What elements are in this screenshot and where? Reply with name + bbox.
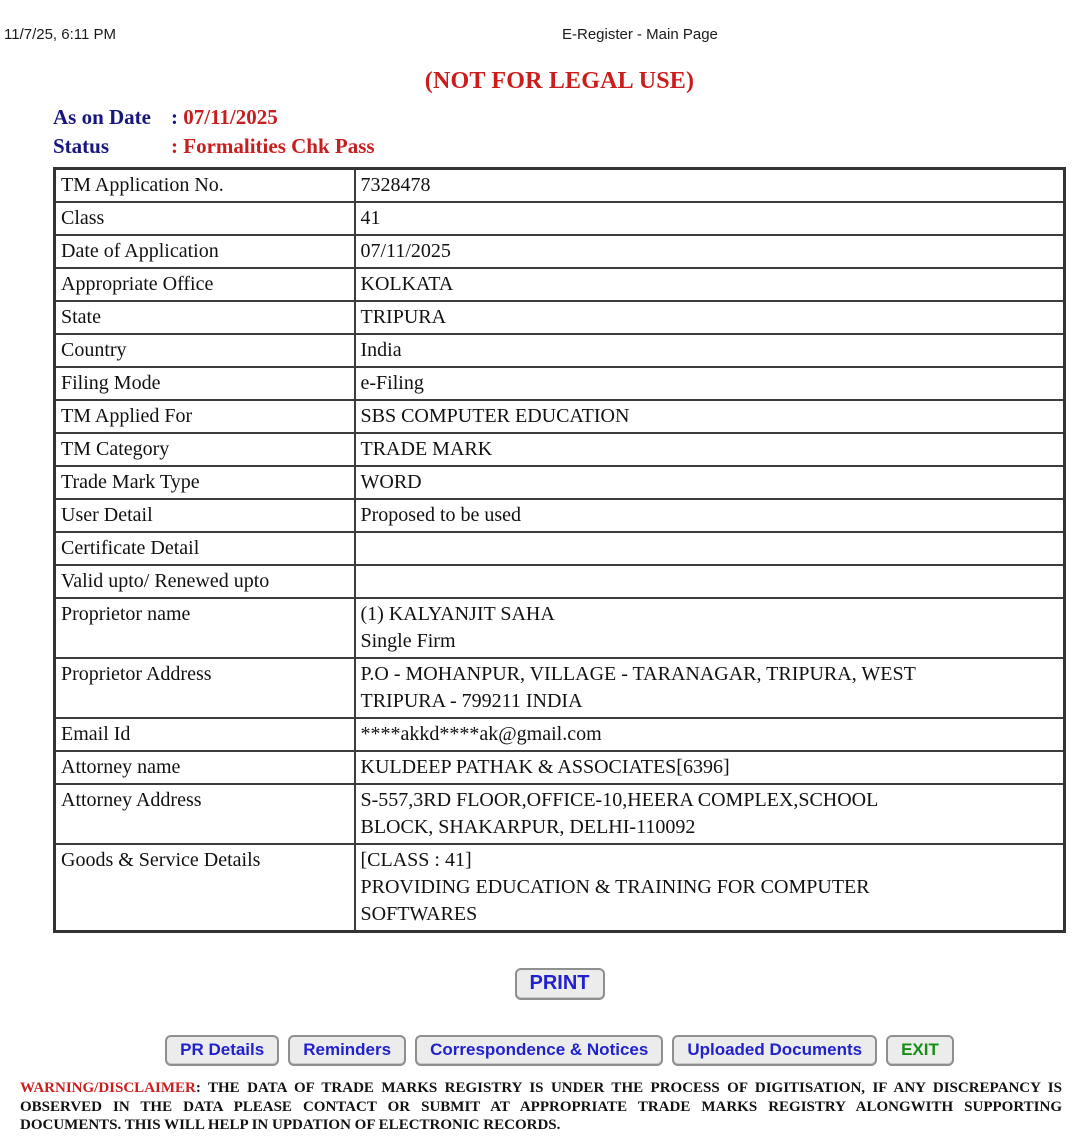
row-label: Trade Mark Type [55,466,355,499]
table-row [55,268,1065,301]
value-line: PROVIDING EDUCATION & TRAINING FOR COMPUTER [360,876,870,898]
meta-label: As on Date [53,105,151,129]
print-row [53,968,1066,1000]
row-value [355,466,1065,499]
table-row [55,433,1065,466]
value-line: e-Filing [360,372,424,394]
row-value [355,718,1065,751]
warning-label: WARNING/DISCLAIMER [20,1080,196,1096]
row-label: Goods & Service Details [55,844,355,932]
value-line: SOFTWARES [360,903,478,925]
table-row [55,565,1065,598]
row-value [355,565,1065,598]
value-line [361,568,1058,595]
row-label: Appropriate Office [55,268,355,301]
row-value [355,751,1065,784]
table-row [55,169,1065,203]
warning-disclaimer [20,1079,1062,1135]
tm-details-table [53,167,1066,933]
value-line: (1) KALYANJIT SAHA [360,603,555,625]
row-value [355,499,1065,532]
main-content [53,68,1066,1066]
header-timestamp: 11/7/25, 6:11 PM [4,26,117,43]
meta-lines [53,103,1066,161]
value-line: TRIPURA [360,306,447,328]
reminders-button[interactable]: Reminders [288,1035,406,1066]
row-value [355,658,1065,718]
value-line: KOLKATA [360,273,454,295]
meta-label: Status [53,134,110,158]
row-value [355,169,1065,203]
row-label: Filing Mode [55,367,355,400]
row-value [355,301,1065,334]
meta-colon: : [171,105,184,129]
value-line: WORD [360,471,422,493]
value-line: ****akkd****ak@gmail.com [360,723,602,745]
row-value [355,334,1065,367]
value-line: TRADE MARK [360,438,493,460]
row-value [355,202,1065,235]
row-label: Date of Application [55,235,355,268]
value-line: SBS COMPUTER EDUCATION [360,405,630,427]
row-label: Certificate Detail [55,532,355,565]
correspondence-notices-button[interactable]: Correspondence & Notices [415,1035,663,1066]
row-value [355,433,1065,466]
row-value [355,268,1065,301]
value-line: 7328478 [360,174,431,196]
row-label: Class [55,202,355,235]
row-label: Attorney Address [55,784,355,844]
value-line: 07/11/2025 [360,240,451,262]
value-line: P.O - MOHANPUR, VILLAGE - TARANAGAR, TRIPURA, WEST [360,663,916,685]
row-label: Proprietor name [55,598,355,658]
pr-details-button[interactable]: PR Details [165,1035,279,1066]
action-buttons-row [53,1035,1066,1066]
row-label: Valid upto/ Renewed upto [55,565,355,598]
tm-table-body [55,169,1065,932]
value-line: BLOCK, SHAKARPUR, DELHI-110092 [360,816,696,838]
table-row [55,658,1065,718]
row-value [355,235,1065,268]
table-row [55,751,1065,784]
row-value [355,784,1065,844]
row-label: Email Id [55,718,355,751]
table-row [55,499,1065,532]
value-line: 41 [360,207,381,229]
value-line: TRIPURA - 799211 INDIA [360,690,583,712]
table-row [55,367,1065,400]
row-label: TM Category [55,433,355,466]
table-row [55,202,1065,235]
value-line: Proposed to be used [360,504,522,526]
table-row [55,466,1065,499]
row-value [355,532,1065,565]
exit-button[interactable]: EXIT [886,1035,954,1066]
row-value [355,598,1065,658]
uploaded-documents-button[interactable]: Uploaded Documents [672,1035,877,1066]
row-label: User Detail [55,499,355,532]
row-label: TM Application No. [55,169,355,203]
row-label: Attorney name [55,751,355,784]
value-line [361,535,1058,562]
row-label: Proprietor Address [55,658,355,718]
table-row [55,844,1065,932]
table-row [55,598,1065,658]
page-title: E-Register - Main Page [562,26,718,43]
not-for-legal-use-notice: (NOT FOR LEGAL USE) [424,68,695,94]
meta-colon: : [171,134,184,158]
table-row [55,784,1065,844]
row-value [355,400,1065,433]
value-line: Single Firm [360,630,456,652]
meta-value: 07/11/2025 [183,105,278,129]
row-value [355,844,1065,932]
print-button[interactable]: PRINT [515,968,605,1000]
meta-line [53,132,1066,161]
warning-text: : THE DATA OF TRADE MARKS REGISTRY IS UNDER THE PROCESS OF DIGITISATION, IF ANY DISCREPANCY IS OBSERVED IN THE DATA PLEASE CONTACT OR SUBMIT AT APPROPRIATE TRADE MARKS REGISTRY ALONGWITH SUPPORTING DOCUMENTS. THIS WILL HELP IN UPDATION OF ELECTRONIC RECORDS. [20,1080,1062,1133]
meta-value: Formalities Chk Pass [183,134,375,158]
value-line: [CLASS : 41] [360,849,472,871]
table-row [55,334,1065,367]
value-line: KULDEEP PATHAK & ASSOCIATES[6396] [360,756,730,778]
value-line: India [360,339,402,361]
table-row [55,400,1065,433]
row-label: State [55,301,355,334]
row-label: Country [55,334,355,367]
value-line: S-557,3RD FLOOR,OFFICE-10,HEERA COMPLEX,SCHOOL [360,789,879,811]
meta-line [53,103,1066,132]
table-row [55,532,1065,565]
print-header [0,0,1080,42]
row-label: TM Applied For [55,400,355,433]
table-row [55,235,1065,268]
table-row [55,718,1065,751]
table-row [55,301,1065,334]
row-value [355,367,1065,400]
